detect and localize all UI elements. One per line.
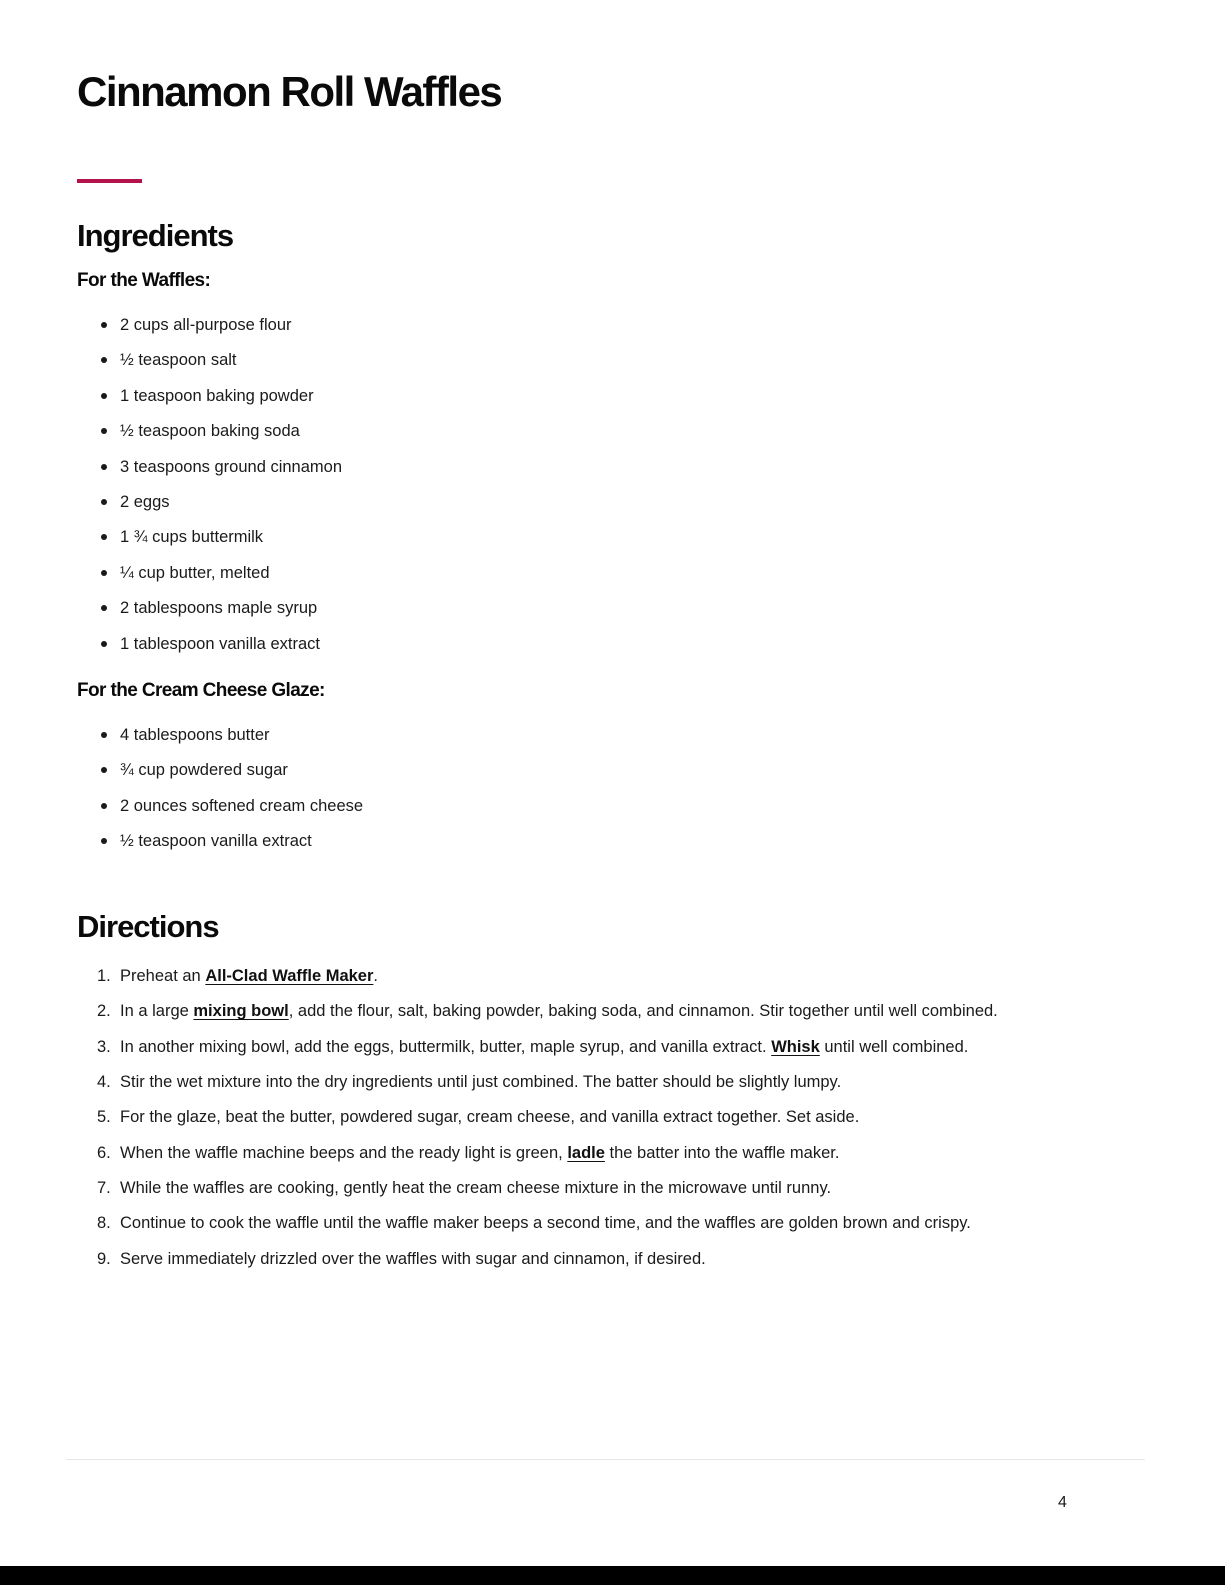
step-number: 4. (97, 1073, 111, 1092)
page-title: Cinnamon Roll Waffles (77, 68, 502, 115)
all-clad-waffle-maker-link[interactable]: All-Clad Waffle Maker (205, 967, 374, 985)
step-number: 2. (97, 1002, 111, 1021)
ingredient-item: 2 eggs (77, 491, 342, 526)
bullet-icon (101, 393, 107, 399)
bullet-icon (101, 803, 107, 809)
step-number: 5. (97, 1108, 111, 1127)
bullet-icon (101, 570, 107, 576)
directions-list (77, 965, 998, 1283)
glaze-ingredient-list (77, 724, 363, 866)
bullet-icon (101, 464, 107, 470)
ingredient-item: ¾ cup powdered sugar (77, 759, 363, 794)
bullet-icon (101, 641, 107, 647)
direction-step: 6. When the waffle machine beeps and the ready light is green, ladle the batter into the waffle maker. (97, 1143, 840, 1162)
bullet-icon (101, 838, 107, 844)
mixing-bowl-link[interactable]: mixing bowl (193, 1002, 289, 1021)
bullet-icon (101, 357, 107, 363)
bullet-icon (101, 732, 107, 738)
step-number: 9. (97, 1249, 111, 1268)
ingredient-item: ½ teaspoon baking soda (77, 420, 342, 455)
bottom-edge-band (0, 1566, 1225, 1585)
ingredient-item: 2 ounces softened cream cheese (77, 795, 363, 830)
title-accent-rule (77, 179, 142, 183)
ingredient-item: 4 tablespoons butter (77, 724, 363, 759)
ingredient-item: 1 teaspoon baking powder (77, 385, 342, 420)
ingredient-item: 2 tablespoons maple syrup (77, 597, 342, 632)
page-number: 4 (1058, 1494, 1067, 1511)
glaze-subheading: For the Cream Cheese Glaze: (77, 680, 325, 701)
bullet-icon (101, 767, 107, 773)
ladle-link[interactable]: ladle (567, 1143, 605, 1162)
direction-step: 5. For the glaze, beat the butter, powdered sugar, cream cheese, and vanilla extract together. Set aside. (97, 1108, 860, 1127)
direction-step: 1. Preheat an All-Clad Waffle Maker. (97, 967, 378, 985)
directions-heading: Directions (77, 909, 219, 944)
bullet-icon (101, 499, 107, 505)
bullet-icon (101, 428, 107, 434)
direction-step: 9. Serve immediately drizzled over the waffles with sugar and cinnamon, if desired. (97, 1249, 706, 1268)
direction-step: 7. While the waffles are cooking, gently heat the cream cheese mixture in the microwave until runny. (97, 1179, 832, 1198)
bullet-icon (101, 605, 107, 611)
direction-step: 8. Continue to cook the waffle until the waffle maker beeps a second time, and the waffles are golden brown and crispy. (97, 1214, 971, 1233)
direction-step: 3. In another mixing bowl, add the eggs, buttermilk, butter, maple syrup, and vanilla extract. Whisk until well combined. (97, 1037, 969, 1056)
whisk-link[interactable]: Whisk (771, 1037, 820, 1056)
ingredient-item: 1 ¾ cups buttermilk (77, 526, 342, 561)
waffles-subheading: For the Waffles: (77, 270, 211, 291)
footer-divider (66, 1459, 1145, 1460)
waffles-ingredient-list (77, 314, 342, 668)
ingredient-item: 1 tablespoon vanilla extract (77, 633, 342, 668)
step-number: 7. (97, 1179, 111, 1198)
bullet-icon (101, 322, 107, 328)
step-number: 3. (97, 1037, 111, 1056)
direction-step: 2. In a large mixing bowl, add the flour, salt, baking powder, baking soda, and cinnamon. Stir together until well combined. (97, 1002, 998, 1021)
step-number: 6. (97, 1143, 111, 1162)
ingredient-item: ½ teaspoon salt (77, 349, 342, 384)
ingredient-item: ¼ cup butter, melted (77, 562, 342, 597)
ingredients-heading: Ingredients (77, 218, 234, 253)
direction-step: 4. Stir the wet mixture into the dry ingredients until just combined. The batter should be slightly lumpy. (97, 1073, 842, 1092)
ingredient-item: 3 teaspoons ground cinnamon (77, 456, 342, 491)
bullet-icon (101, 534, 107, 540)
step-number: 8. (97, 1214, 111, 1233)
ingredient-item: ½ teaspoon vanilla extract (77, 830, 363, 865)
step-number: 1. (97, 967, 111, 985)
ingredient-item: 2 cups all-purpose flour (77, 314, 342, 349)
